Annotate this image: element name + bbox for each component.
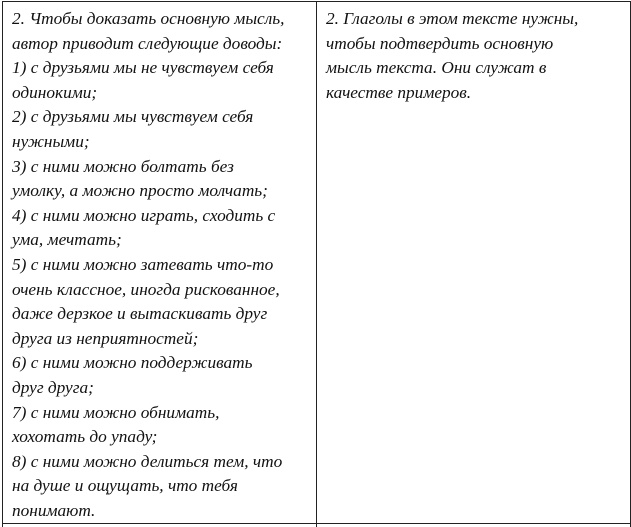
text-line: умолку, а можно просто молчать; (12, 181, 268, 201)
text-line: одинокими; (12, 82, 98, 102)
text-line: хохотать до упаду; (12, 427, 158, 447)
text-line: 4) с ними можно играть, сходить с (12, 205, 276, 225)
text-line: 1) с друзьями мы не чувствуем себя (12, 58, 274, 78)
text-line: 3) с ними можно болтать без (12, 156, 234, 176)
text-line: 8) с ними можно делиться тем, что (12, 451, 283, 471)
right-cell (317, 2, 631, 524)
left-cell-text (3, 2, 316, 523)
text-line: 2. Чтобы доказать основную мысль, (12, 9, 285, 28)
text-line: даже дерзкое и вытаскивать друг (12, 304, 268, 324)
right-cell-text (317, 2, 630, 105)
answer-table (2, 1, 631, 527)
left-cell (3, 2, 317, 524)
text-line: понимают. (12, 500, 96, 520)
text-line: ума, мечтать; (12, 230, 122, 250)
text-line: 7) с ними можно обнимать, (12, 402, 220, 422)
text-line: очень классное, иногда рискованное, (12, 279, 280, 299)
text-line: 2) с друзьями мы чувствуем себя (12, 107, 254, 127)
text-line: нужными; (12, 131, 90, 151)
text-line: чтобы подтвердить основную (326, 33, 554, 53)
text-line: на душе и ощущать, что тебя (12, 476, 238, 496)
text-line: друг друга; (12, 377, 94, 397)
text-line: 5) с ними можно затевать что-то (12, 254, 274, 274)
text-line: качестве примеров. (326, 82, 472, 102)
text-line: 2. Глаголы в этом тексте нужны, (326, 9, 579, 28)
text-line: мысль текста. Они служат в (326, 58, 547, 78)
text-line: автор приводит следующие доводы: (12, 33, 283, 53)
text-line: друга из неприятностей; (12, 328, 199, 348)
text-line: 6) с ними можно поддерживать (12, 353, 253, 373)
answer-row (3, 2, 631, 524)
